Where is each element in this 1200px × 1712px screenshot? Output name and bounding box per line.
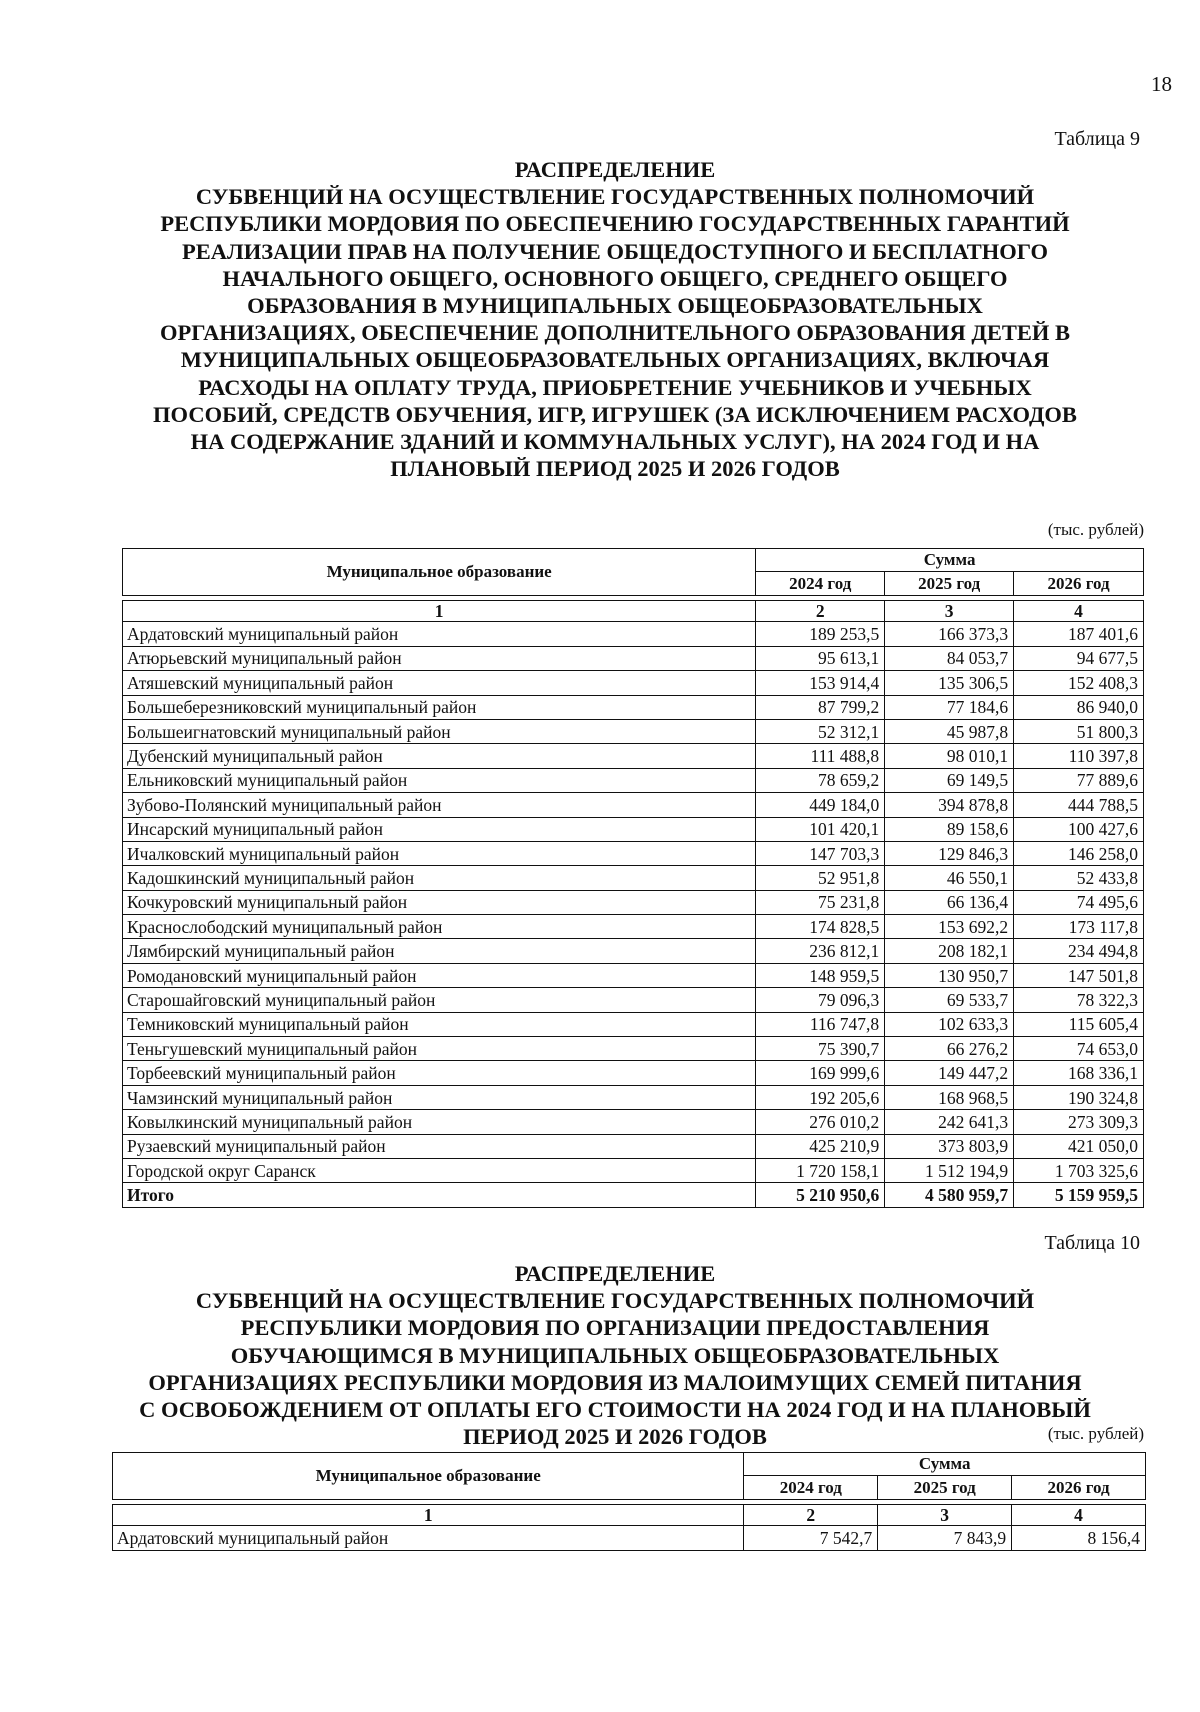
value-2026: 152 408,3 xyxy=(1014,671,1144,695)
value-2026: 168 336,1 xyxy=(1014,1061,1144,1085)
heading-line: НАЧАЛЬНОГО ОБЩЕГО, ОСНОВНОГО ОБЩЕГО, СРЕДНЕГО ОБЩЕГО xyxy=(222,265,1008,291)
value-2026: 173 117,8 xyxy=(1014,915,1144,939)
table9-colnum-2: 2 xyxy=(756,601,885,622)
table-row xyxy=(123,719,1144,743)
table9 xyxy=(122,548,1144,1208)
value-2026: 444 788,5 xyxy=(1014,793,1144,817)
value-2024: 52 312,1 xyxy=(756,719,885,743)
table-row xyxy=(123,988,1144,1012)
heading-line: РАСПРЕДЕЛЕНИЕ xyxy=(514,157,716,182)
table-row xyxy=(123,695,1144,719)
value-2026: 78 322,3 xyxy=(1014,988,1144,1012)
table-row xyxy=(123,841,1144,865)
table-row xyxy=(123,744,1144,768)
municipality-name: Ардатовский муниципальный район xyxy=(123,622,756,646)
table-row xyxy=(113,1526,1146,1550)
table-row xyxy=(123,890,1144,914)
value-2025: 84 053,7 xyxy=(885,646,1014,670)
municipality-name: Дубенский муниципальный район xyxy=(123,744,756,768)
municipality-name: Кадошкинский муниципальный район xyxy=(123,866,756,890)
value-2024: 52 951,8 xyxy=(756,866,885,890)
value-2025: 149 447,2 xyxy=(885,1061,1014,1085)
heading-line: С ОСВОБОЖДЕНИЕМ ОТ ОПЛАТЫ ЕГО СТОИМОСТИ НА 2024 ГОД И НА ПЛАНОВЫЙ xyxy=(139,1397,1091,1423)
value-2026: 8 156,4 xyxy=(1012,1526,1146,1550)
value-2026: 187 401,6 xyxy=(1014,622,1144,646)
value-2024: 75 231,8 xyxy=(756,890,885,914)
value-2025: 7 843,9 xyxy=(878,1526,1012,1550)
value-2025: 394 878,8 xyxy=(885,793,1014,817)
total-2026: 5 159 959,5 xyxy=(1014,1183,1144,1207)
municipality-name: Ельниковский муниципальный район xyxy=(123,768,756,792)
value-2024: 189 253,5 xyxy=(756,622,885,646)
value-2026: 234 494,8 xyxy=(1014,939,1144,963)
value-2025: 135 306,5 xyxy=(885,671,1014,695)
value-2024: 87 799,2 xyxy=(756,695,885,719)
heading-line: СУБВЕНЦИЙ НА ОСУЩЕСТВЛЕНИЕ ГОСУДАРСТВЕННЫХ ПОЛНОМОЧИЙ xyxy=(195,1288,1035,1314)
heading-line: ОБУЧАЮЩИМСЯ В МУНИЦИПАЛЬНЫХ ОБЩЕОБРАЗОВАТЕЛЬНЫХ xyxy=(230,1342,1000,1368)
table-row xyxy=(123,915,1144,939)
value-2025: 129 846,3 xyxy=(885,841,1014,865)
value-2025: 89 158,6 xyxy=(885,817,1014,841)
heading-line: РАСХОДЫ НА ОПЛАТУ ТРУДА, ПРИОБРЕТЕНИЕ УЧЕБНИКОВ И УЧЕБНЫХ xyxy=(198,374,1032,400)
total-label: Итого xyxy=(123,1183,756,1207)
value-2024: 192 205,6 xyxy=(756,1085,885,1109)
table-row xyxy=(123,1085,1144,1109)
value-2025: 45 987,8 xyxy=(885,719,1014,743)
value-2024: 147 703,3 xyxy=(756,841,885,865)
value-2024: 449 184,0 xyxy=(756,793,885,817)
value-2025: 102 633,3 xyxy=(885,1012,1014,1036)
value-2024: 236 812,1 xyxy=(756,939,885,963)
value-2026: 273 309,3 xyxy=(1014,1110,1144,1134)
table-row xyxy=(123,939,1144,963)
value-2025: 168 968,5 xyxy=(885,1085,1014,1109)
municipality-name: Теньгушевский муниципальный район xyxy=(123,1037,756,1061)
value-2026: 147 501,8 xyxy=(1014,963,1144,987)
heading-line: МУНИЦИПАЛЬНЫХ ОБЩЕОБРАЗОВАТЕЛЬНЫХ ОРГАНИЗАЦИЯХ, ВКЛЮЧАЯ xyxy=(180,347,1050,373)
municipality-name: Большеигнатовский муниципальный район xyxy=(123,719,756,743)
page-number: 18 xyxy=(1151,72,1172,96)
value-2024: 7 542,7 xyxy=(744,1526,878,1550)
table9-col-2025: 2025 год xyxy=(885,572,1014,596)
value-2024: 276 010,2 xyxy=(756,1110,885,1134)
value-2025: 69 533,7 xyxy=(885,988,1014,1012)
heading-line: ОРГАНИЗАЦИЯХ РЕСПУБЛИКИ МОРДОВИЯ ИЗ МАЛОИМУЩИХ СЕМЕЙ ПИТАНИЯ xyxy=(148,1369,1082,1395)
value-2026: 421 050,0 xyxy=(1014,1134,1144,1158)
table-row xyxy=(123,793,1144,817)
municipality-name: Атяшевский муниципальный район xyxy=(123,671,756,695)
value-2026: 100 427,6 xyxy=(1014,817,1144,841)
table10-col-sum: Сумма xyxy=(744,1453,1146,1476)
table10-colnum-3: 3 xyxy=(878,1505,1012,1526)
value-2025: 66 136,4 xyxy=(885,890,1014,914)
table9-heading xyxy=(98,156,1132,482)
table-row xyxy=(123,646,1144,670)
heading-line: ОРГАНИЗАЦИЯХ, ОБЕСПЕЧЕНИЕ ДОПОЛНИТЕЛЬНОГО ОБРАЗОВАНИЯ ДЕТЕЙ В xyxy=(159,320,1071,346)
municipality-name: Рузаевский муниципальный район xyxy=(123,1134,756,1158)
value-2026: 77 889,6 xyxy=(1014,768,1144,792)
value-2025: 69 149,5 xyxy=(885,768,1014,792)
table9-colnum-1: 1 xyxy=(123,601,756,622)
heading-line: ПЛАНОВЫЙ ПЕРИОД 2025 И 2026 ГОДОВ xyxy=(390,456,840,482)
value-2024: 79 096,3 xyxy=(756,988,885,1012)
municipality-name: Краснослободский муниципальный район xyxy=(123,915,756,939)
table-row xyxy=(123,1134,1144,1158)
table-row xyxy=(123,866,1144,890)
table-row xyxy=(123,1012,1144,1036)
heading-line: РАСПРЕДЕЛЕНИЕ xyxy=(514,1261,716,1286)
table-row xyxy=(123,1037,1144,1061)
heading-line: ПОСОБИЙ, СРЕДСТВ ОБУЧЕНИЯ, ИГР, ИГРУШЕК (ЗА ИСКЛЮЧЕНИЕМ РАСХОДОВ xyxy=(153,401,1077,427)
heading-line: РЕАЛИЗАЦИИ ПРАВ НА ПОЛУЧЕНИЕ ОБЩЕДОСТУПНОГО И БЕСПЛАТНОГО xyxy=(181,238,1049,264)
table10-label: Таблица 10 xyxy=(1044,1232,1140,1254)
table-row xyxy=(123,768,1144,792)
value-2026: 51 800,3 xyxy=(1014,719,1144,743)
value-2025: 166 373,3 xyxy=(885,622,1014,646)
municipality-name: Атюрьевский муниципальный район xyxy=(123,646,756,670)
municipality-name: Ичалковский муниципальный район xyxy=(123,841,756,865)
table-row xyxy=(123,1061,1144,1085)
value-2026: 1 703 325,6 xyxy=(1014,1158,1144,1182)
table10 xyxy=(112,1452,1146,1551)
table9-colnum-4: 4 xyxy=(1014,601,1144,622)
table9-units: (тыс. рублей) xyxy=(1047,520,1144,539)
municipality-name: Лямбирский муниципальный район xyxy=(123,939,756,963)
heading-line: СУБВЕНЦИЙ НА ОСУЩЕСТВЛЕНИЕ ГОСУДАРСТВЕННЫХ ПОЛНОМОЧИЙ xyxy=(195,184,1035,210)
value-2026: 146 258,0 xyxy=(1014,841,1144,865)
heading-line: РЕСПУБЛИКИ МОРДОВИЯ ПО ОРГАНИЗАЦИИ ПРЕДОСТАВЛЕНИЯ xyxy=(240,1315,990,1341)
municipality-name: Старошайговский муниципальный район xyxy=(123,988,756,1012)
table-row xyxy=(123,1110,1144,1134)
municipality-name: Темниковский муниципальный район xyxy=(123,1012,756,1036)
value-2025: 242 641,3 xyxy=(885,1110,1014,1134)
table10-units: (тыс. рублей) xyxy=(1047,1424,1144,1443)
municipality-name: Городской округ Саранск xyxy=(123,1158,756,1182)
heading-line: РЕСПУБЛИКИ МОРДОВИЯ ПО ОБЕСПЕЧЕНИЮ ГОСУДАРСТВЕННЫХ ГАРАНТИЙ xyxy=(160,211,1070,237)
value-2025: 208 182,1 xyxy=(885,939,1014,963)
value-2025: 373 803,9 xyxy=(885,1134,1014,1158)
value-2026: 74 495,6 xyxy=(1014,890,1144,914)
value-2025: 153 692,2 xyxy=(885,915,1014,939)
table9-label: Таблица 9 xyxy=(1054,128,1140,150)
total-2025: 4 580 959,7 xyxy=(885,1183,1014,1207)
value-2024: 101 420,1 xyxy=(756,817,885,841)
table9-col-sum: Сумма xyxy=(756,549,1144,572)
value-2026: 115 605,4 xyxy=(1014,1012,1144,1036)
table10-col-2025: 2025 год xyxy=(878,1476,1012,1500)
value-2025: 1 512 194,9 xyxy=(885,1158,1014,1182)
heading-line: ОБРАЗОВАНИЯ В МУНИЦИПАЛЬНЫХ ОБЩЕОБРАЗОВАТЕЛЬНЫХ xyxy=(247,293,983,319)
value-2025: 77 184,6 xyxy=(885,695,1014,719)
value-2024: 95 613,1 xyxy=(756,646,885,670)
heading-line: ПЕРИОД 2025 И 2026 ГОДОВ xyxy=(463,1424,767,1450)
table-row xyxy=(123,671,1144,695)
value-2024: 1 720 158,1 xyxy=(756,1158,885,1182)
municipality-name: Зубово-Полянский муниципальный район xyxy=(123,793,756,817)
heading-line: НА СОДЕРЖАНИЕ ЗДАНИЙ И КОММУНАЛЬНЫХ УСЛУГ), НА 2024 ГОД И НА xyxy=(190,429,1040,455)
municipality-name: Торбеевский муниципальный район xyxy=(123,1061,756,1085)
value-2024: 148 959,5 xyxy=(756,963,885,987)
municipality-name: Ардатовский муниципальный район xyxy=(113,1526,744,1550)
municipality-name: Кочкуровский муниципальный район xyxy=(123,890,756,914)
municipality-name: Инсарский муниципальный район xyxy=(123,817,756,841)
table10-colnum-2: 2 xyxy=(744,1505,878,1526)
value-2024: 174 828,5 xyxy=(756,915,885,939)
value-2024: 75 390,7 xyxy=(756,1037,885,1061)
table-row xyxy=(123,963,1144,987)
value-2026: 74 653,0 xyxy=(1014,1037,1144,1061)
table10-col-municipality: Муниципальное образование xyxy=(113,1453,744,1500)
table10-heading xyxy=(98,1260,1132,1450)
table-row xyxy=(123,622,1144,646)
value-2026: 94 677,5 xyxy=(1014,646,1144,670)
table9-col-2024: 2024 год xyxy=(756,572,885,596)
table9-col-municipality: Муниципальное образование xyxy=(123,549,756,596)
value-2024: 425 210,9 xyxy=(756,1134,885,1158)
municipality-name: Чамзинский муниципальный район xyxy=(123,1085,756,1109)
table-row xyxy=(123,817,1144,841)
value-2024: 78 659,2 xyxy=(756,768,885,792)
value-2026: 52 433,8 xyxy=(1014,866,1144,890)
value-2026: 190 324,8 xyxy=(1014,1085,1144,1109)
municipality-name: Большеберезниковский муниципальный район xyxy=(123,695,756,719)
total-2024: 5 210 950,6 xyxy=(756,1183,885,1207)
municipality-name: Ромодановский муниципальный район xyxy=(123,963,756,987)
value-2024: 153 914,4 xyxy=(756,671,885,695)
table-row xyxy=(123,1158,1144,1182)
table10-col-2026: 2026 год xyxy=(1012,1476,1146,1500)
value-2024: 169 999,6 xyxy=(756,1061,885,1085)
value-2024: 111 488,8 xyxy=(756,744,885,768)
total-row xyxy=(123,1183,1144,1207)
value-2025: 46 550,1 xyxy=(885,866,1014,890)
table10-colnum-1: 1 xyxy=(113,1505,744,1526)
value-2025: 66 276,2 xyxy=(885,1037,1014,1061)
table9-col-2026: 2026 год xyxy=(1014,572,1144,596)
table10-col-2024: 2024 год xyxy=(744,1476,878,1500)
value-2025: 130 950,7 xyxy=(885,963,1014,987)
table10-colnum-4: 4 xyxy=(1012,1505,1146,1526)
value-2025: 98 010,1 xyxy=(885,744,1014,768)
value-2026: 86 940,0 xyxy=(1014,695,1144,719)
value-2024: 116 747,8 xyxy=(756,1012,885,1036)
municipality-name: Ковылкинский муниципальный район xyxy=(123,1110,756,1134)
value-2026: 110 397,8 xyxy=(1014,744,1144,768)
table9-colnum-3: 3 xyxy=(885,601,1014,622)
